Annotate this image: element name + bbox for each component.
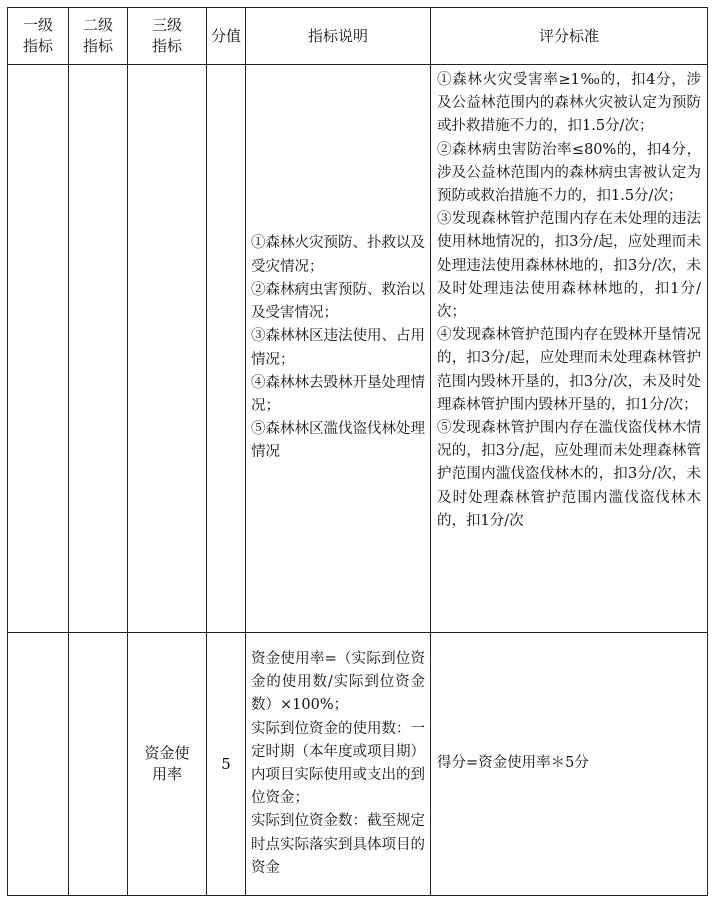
- criteria-item: ⑤发现森林管护围内存在滥伐盗伐林木情况的，扣3分/起，应处理而未处理森林管护范围内滥伐盗伐林木的，扣3分/次，未及时处理森林管护范围内滥伐盗伐林木的，扣1分/次: [437, 420, 701, 529]
- description-item: 实际到位资金的使用数：一定时期（本年度或项目期）内项目实际使用或支出的到位资金；: [251, 720, 425, 807]
- cell-score: 5: [207, 633, 246, 896]
- criteria-item: 得分=资金使用率＊5分: [437, 755, 589, 772]
- description-item: ③森林林区违法使用、占用情况；: [251, 328, 425, 368]
- header-description: 指标说明: [246, 8, 431, 65]
- cell-criteria: [431, 65, 708, 633]
- header-level2: 二级 指标: [69, 8, 128, 65]
- table-row: [8, 65, 708, 633]
- criteria-item: ②森林病虫害防治率≤80%的，扣4分，涉及公益林范围内的森林病虫害被认定为预防或救治措施不力的，扣1.5分/次；: [437, 141, 701, 205]
- cell-level1: [8, 65, 69, 633]
- header-level3: 三级 指标: [128, 8, 207, 65]
- cell-description: [246, 633, 431, 896]
- criteria-item: ①森林火灾受害率≥1‰的，扣4分，涉及公益林范围内的森林火灾被认定为预防或扑救措施不力的，扣1.5分/次；: [437, 72, 701, 135]
- cell-level3: [128, 65, 207, 633]
- level3-label: 资金使用率: [144, 744, 190, 783]
- criteria-item: ④发现森林管护范围内存在毁林开垦情况的，扣3分/起，应处理而未处理森林管护范围内毁林开垦的，扣3分/次，未及时处理森林管护围内毁林开垦的，扣1分/次；: [437, 327, 701, 413]
- cell-score: [207, 65, 246, 633]
- description-item: ④森林林去毁林开垦处理情况；: [251, 374, 425, 414]
- header-criteria: 评分标准: [431, 8, 708, 65]
- cell-level1: [8, 633, 69, 896]
- description-item: ①森林火灾预防、扑救以及受灾情况；: [251, 235, 425, 275]
- cell-level2: [69, 65, 128, 633]
- cell-level2: [69, 633, 128, 896]
- cell-criteria: [431, 633, 708, 896]
- description-item: ②森林病虫害预防、救治以及受害情况；: [251, 281, 425, 322]
- criteria-item: ③发现森林管护范围内存在未处理的违法使用林地情况的，扣3分/起，应处理而未处理违法使用森林林地的，扣3分/次，未及时处理违法使用森林林地的，扣1分/次；: [437, 211, 701, 321]
- description-item: 实际到位资金数：截至规定时点实际落实到具体项目的资金: [251, 813, 425, 876]
- cell-level3: [128, 633, 207, 896]
- header-row: [8, 8, 708, 65]
- header-level1: 一级 指标: [8, 8, 69, 65]
- table-row: [8, 633, 708, 896]
- cell-description: [246, 65, 431, 633]
- description-item: ⑤森林林区滥伐盗伐林处理情况: [251, 421, 425, 461]
- description-item: 资金使用率=（实际到位资金的使用数/实际到位资金数）×100%；: [251, 650, 425, 714]
- evaluation-table: [7, 7, 708, 896]
- header-score: 分值: [207, 8, 246, 65]
